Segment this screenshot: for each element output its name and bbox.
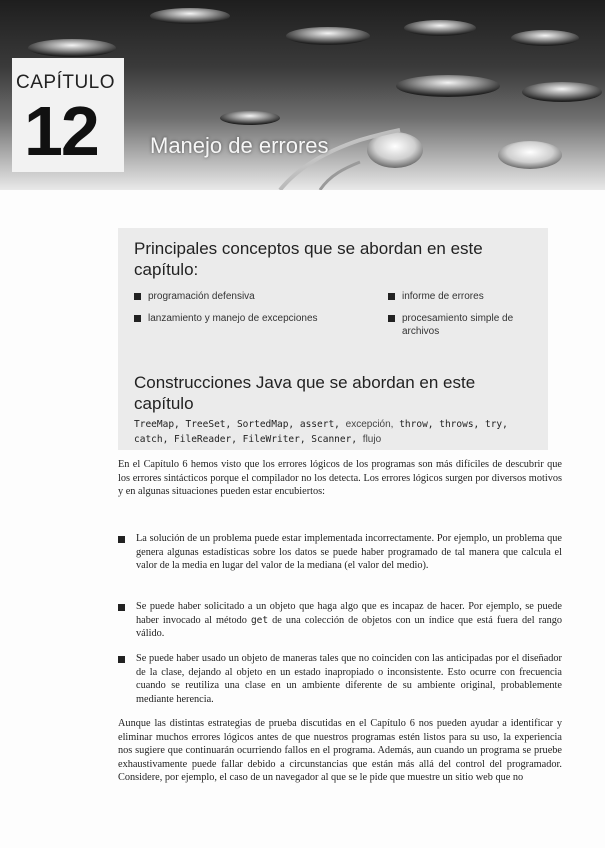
concepts-list-left (134, 290, 369, 334)
bullet-paragraph (118, 532, 562, 573)
java-terms-code: TreeMap, TreeSet, SortedMap, assert, (134, 419, 340, 430)
java-terms-plain: excepción, (345, 419, 394, 430)
pill-shape (286, 27, 370, 45)
pill-shape (220, 111, 280, 125)
chapter-title: Manejo de errores (150, 133, 329, 158)
intro-paragraph: En el Capítulo 6 hemos visto que los errores lógicos de los programas son más difíciles de descubrir que los errores sintácticos porque el compilador no los detecta. Los errores lógicos surgen por diversos motivos y en algunas situaciones pueden estar encubiertos: (118, 459, 562, 498)
bullet-text-part: de una colección de objetos con un índice que está fuera del rango válido. (136, 614, 563, 640)
cable-shape (320, 162, 360, 190)
concept-item: informe de errores (388, 290, 538, 303)
bullet-square (118, 656, 125, 663)
bullet-paragraph (118, 652, 562, 706)
bullet-text: Se puede haber usado un objeto de maneras tales que no coinciden con las anticipadas por el diseñador de la clase, dejando al objeto en un estado inapropiado o inconsistente. Esto ocurre con frecuencia cuando se reutiliza una clase en un ambiente diferente de su ambiente original, probablemente mediante herencia. (136, 653, 562, 705)
java-terms-code: throw, throws, try, (399, 419, 508, 430)
bullet-square (118, 604, 125, 611)
egg-shape (498, 141, 562, 169)
concepts-list-right (388, 290, 538, 347)
chapter-label: CAPÍTULO (16, 72, 116, 93)
pill-shape (404, 20, 476, 36)
pill-shape (396, 75, 500, 97)
concepts-heading: Principales conceptos que se abordan en este capítulo: (134, 239, 483, 279)
concept-item: lanzamiento y manejo de excepciones (134, 312, 369, 325)
bullet-text: La solución de un problema puede estar implementada incorrectamente. Por ejemplo, un problema que genera algunas estadísticas sobre los datos se puede haber programado de tal manera que calcula el valor de la media en lugar del valor de la mediana (el valor del medio). (136, 533, 562, 572)
concept-item: procesamiento simple de archivos (388, 312, 538, 338)
bullet-paragraph (118, 600, 562, 641)
pill-shape (511, 30, 579, 46)
inline-code: get (250, 614, 269, 626)
concept-item: programación defensiva (134, 290, 369, 303)
java-terms-plain: flujo (362, 434, 382, 445)
closing-paragraph: Aunque las distintas estrategias de prueba discutidas en el Capítulo 6 nos pueden ayudar a identificar y eliminar muchos errores lógicos antes de que nuestros programas estén listos para su uso, la experiencia nos sugiere que continuarán ocurriendo fallos en el programa. Además, aun cuando un programa se pruebe exhaustivamente puede fallar debido a circunstancias que están más allá del control del programador. Considere, por ejemplo, el caso de un navegador al que se le pide que muestre un sitio web que no (118, 718, 562, 784)
pill-shape (522, 82, 602, 102)
bullet-text-part: Se puede haber solicitado a un objeto que haga algo que es incapaz de hacer. Por ejemplo, se puede haber invocado al método (136, 601, 562, 626)
java-constructs-heading: Construcciones Java que se abordan en este capítulo (134, 373, 476, 413)
java-terms-code: catch, FileReader, FileWriter, Scanner, (134, 434, 358, 445)
chapter-number: 12 (24, 92, 98, 170)
bullet-square (118, 536, 125, 543)
pill-shape (150, 8, 230, 24)
pill-shape (28, 39, 116, 57)
bullet-text (136, 600, 562, 641)
java-constructs-list (134, 417, 539, 447)
